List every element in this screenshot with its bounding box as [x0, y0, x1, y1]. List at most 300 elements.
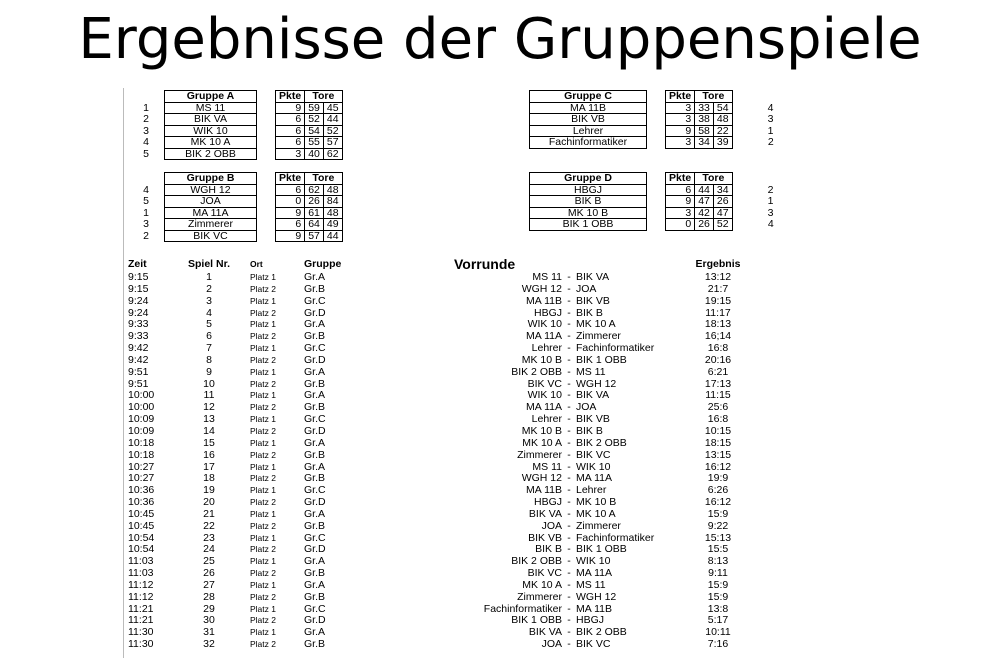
- group-header-row: [128, 173, 342, 185]
- match-group: Gr.C: [304, 413, 326, 426]
- group-d-table: [529, 172, 810, 231]
- match-time: 10:45: [128, 519, 155, 532]
- match-row: [128, 284, 748, 296]
- group-team: WIK 10: [165, 125, 257, 137]
- group-team: Lehrer: [530, 125, 647, 137]
- row-gap: [257, 230, 276, 242]
- match-time: 10:00: [128, 389, 155, 402]
- group-team: BIK VB: [530, 114, 647, 126]
- group-row: [530, 137, 810, 149]
- match-field: Platz 2: [250, 544, 276, 555]
- match-number: 16: [203, 448, 215, 461]
- away-team: Zimmerer: [576, 519, 621, 532]
- match-group: Gr.C: [304, 342, 326, 355]
- group-team: MA 11B: [530, 102, 647, 114]
- match-group: Gr.C: [304, 531, 326, 544]
- match-time: 9:42: [128, 342, 149, 355]
- group-header-row: [530, 173, 810, 185]
- goals-against: 45: [323, 102, 342, 114]
- match-time: 10:54: [128, 543, 155, 556]
- match-field: Platz 1: [250, 390, 276, 401]
- match-result: 18:15: [704, 436, 732, 449]
- group-points: 6: [276, 137, 305, 149]
- row-gap: [647, 114, 666, 126]
- home-team: Fachinformatiker: [483, 602, 562, 615]
- match-field: Platz 2: [250, 568, 276, 579]
- match-dash: -: [567, 294, 571, 307]
- match-row: [128, 615, 748, 627]
- row-gap: [257, 114, 276, 126]
- match-number: 6: [206, 330, 212, 343]
- match-number: 24: [203, 543, 215, 556]
- match-number: 18: [203, 472, 215, 485]
- group-rank: 3: [767, 113, 774, 125]
- goals-for: 58: [695, 125, 714, 137]
- match-group: Gr.A: [304, 555, 326, 568]
- match-field: Platz 2: [250, 283, 276, 294]
- home-team: MS 11: [532, 460, 562, 473]
- away-team: MK 10 A: [576, 318, 616, 331]
- match-time: 10:18: [128, 448, 155, 461]
- goals-for: 34: [695, 137, 714, 149]
- match-row: [128, 497, 748, 509]
- goals-against: 47: [713, 207, 732, 219]
- group-rank: 5: [143, 195, 149, 207]
- row-gap: [257, 148, 276, 160]
- goals-for: 33: [695, 102, 714, 114]
- match-number: 7: [206, 342, 212, 355]
- away-team: Fachinformatiker: [576, 342, 655, 355]
- away-team: MS 11: [576, 365, 606, 378]
- match-group: Gr.A: [304, 578, 326, 591]
- match-field: Platz 2: [250, 354, 276, 365]
- match-row: [128, 533, 748, 545]
- header-gap: [257, 173, 276, 185]
- row-gap: [257, 196, 276, 208]
- away-team: WIK 10: [576, 555, 611, 568]
- match-field: Platz 2: [250, 402, 276, 413]
- pkte-header: Pkte: [666, 173, 695, 185]
- group-row: [530, 102, 810, 114]
- group-header-row: [530, 91, 810, 103]
- match-row: [128, 462, 748, 474]
- group-team: MK 10 B: [530, 207, 647, 219]
- home-team: HBGJ: [533, 496, 562, 509]
- group-row: [128, 102, 342, 114]
- match-group: Gr.D: [304, 614, 326, 627]
- match-group: Gr.B: [304, 519, 326, 532]
- match-group: Gr.A: [304, 389, 326, 402]
- match-time: 10:09: [128, 424, 155, 437]
- match-field: Platz 1: [250, 414, 276, 425]
- match-group: Gr.D: [304, 353, 326, 366]
- match-row: [128, 296, 748, 308]
- match-field: Platz 2: [250, 497, 276, 508]
- home-team: BIK VC: [527, 567, 562, 580]
- group-points: 6: [276, 219, 305, 231]
- goals-for: 47: [695, 196, 714, 208]
- match-group: Gr.A: [304, 507, 326, 520]
- match-row: [128, 331, 748, 343]
- match-time: 10:18: [128, 436, 155, 449]
- match-field: Platz 1: [250, 319, 276, 330]
- match-field: Platz 2: [250, 615, 276, 626]
- group-points: 3: [666, 207, 695, 219]
- goals-against: 52: [713, 219, 732, 231]
- match-result: 16:12: [704, 460, 732, 473]
- match-field: Platz 2: [250, 520, 276, 531]
- row-gap: [257, 137, 276, 149]
- match-time: 10:09: [128, 413, 155, 426]
- tore-header: Tore: [695, 173, 732, 185]
- match-result: 10:11: [705, 626, 731, 639]
- goals-against: 48: [323, 184, 342, 196]
- match-result: 15:9: [707, 507, 729, 520]
- group-points: 3: [276, 148, 305, 160]
- match-result: 15:5: [707, 543, 729, 556]
- match-field: Platz 1: [250, 295, 276, 306]
- match-number: 13: [203, 413, 215, 426]
- goals-for: 40: [305, 148, 324, 160]
- home-team: MA 11A: [526, 330, 562, 343]
- away-team: MK 10 A: [576, 507, 616, 520]
- group-team: BIK 2 OBB: [165, 148, 257, 160]
- group-rank: 1: [767, 195, 774, 207]
- goals-for: 64: [305, 219, 324, 231]
- match-result: 9:22: [707, 519, 729, 532]
- group-name: Gruppe B: [165, 173, 257, 185]
- group-team: Fachinformatiker: [530, 137, 647, 149]
- goals-for: 61: [305, 207, 324, 219]
- away-team: BIK B: [576, 306, 603, 319]
- match-field: Platz 2: [250, 591, 276, 602]
- match-time: 9:24: [128, 306, 149, 319]
- row-gap: [257, 102, 276, 114]
- goals-against: 52: [323, 125, 342, 137]
- match-row: [128, 509, 748, 521]
- away-team: BIK VB: [576, 294, 610, 307]
- match-result: 16:12: [704, 496, 732, 509]
- match-time: 9:33: [128, 318, 149, 331]
- group-row: [128, 230, 342, 242]
- match-field: Platz 1: [250, 461, 276, 472]
- match-group: Gr.A: [304, 318, 326, 331]
- group-points: 6: [276, 125, 305, 137]
- match-time: 11:21: [128, 614, 154, 627]
- group-points: 3: [666, 102, 695, 114]
- match-number: 12: [203, 401, 215, 414]
- match-result: 7:16: [707, 638, 729, 651]
- match-number: 32: [203, 638, 215, 651]
- match-group: Gr.B: [304, 330, 326, 343]
- match-result: 17:13: [704, 377, 732, 390]
- match-field: Platz 2: [250, 378, 276, 389]
- group-rank: 5: [143, 147, 149, 160]
- pkte-header: Pkte: [276, 173, 305, 185]
- match-number: 31: [203, 626, 215, 639]
- match-result: 5:17: [707, 614, 729, 627]
- match-result: 11:15: [705, 389, 731, 402]
- goals-against: 48: [713, 114, 732, 126]
- match-dash: -: [567, 555, 571, 568]
- match-dash: -: [567, 365, 571, 378]
- match-result: 8:13: [707, 555, 729, 568]
- goals-for: 55: [305, 137, 324, 149]
- group-points: 6: [666, 184, 695, 196]
- schedule-table: [128, 256, 748, 651]
- away-team: WIK 10: [576, 460, 611, 473]
- match-dash: -: [567, 401, 571, 414]
- group-rank: 1: [767, 124, 774, 137]
- match-dash: -: [567, 353, 571, 366]
- row-gap: [647, 184, 666, 196]
- header-gap: [647, 173, 666, 185]
- match-dash: -: [567, 507, 571, 520]
- match-group: Gr.A: [304, 365, 326, 378]
- group-rank: 1: [143, 101, 149, 114]
- match-row: [128, 521, 748, 533]
- match-number: 23: [203, 531, 215, 544]
- group-row: [128, 207, 342, 219]
- row-gap: [257, 125, 276, 137]
- page-title: Ergebnisse der Gruppenspiele: [78, 7, 922, 72]
- group-points: 6: [276, 184, 305, 196]
- match-time: 11:03: [128, 555, 154, 568]
- match-number: 1: [206, 271, 212, 283]
- match-dash: -: [567, 531, 571, 544]
- group-team: BIK VC: [165, 230, 257, 242]
- goals-for: 38: [695, 114, 714, 126]
- goals-against: 57: [323, 137, 342, 149]
- match-time: 11:30: [128, 638, 154, 651]
- match-row: [128, 379, 748, 391]
- goals-against: 44: [323, 114, 342, 126]
- match-row: [128, 568, 748, 580]
- home-team: WIK 10: [527, 389, 562, 402]
- goals-against: 44: [323, 230, 342, 242]
- goals-against: 84: [323, 196, 342, 208]
- match-dash: -: [567, 626, 571, 639]
- match-field: Platz 2: [250, 449, 276, 460]
- away-team: BIK VC: [576, 638, 611, 651]
- group-c-table: [529, 90, 810, 149]
- home-team: MK 10 B: [521, 353, 562, 366]
- match-field: Platz 2: [250, 473, 276, 484]
- group-row: [530, 207, 810, 219]
- group-row: [530, 196, 810, 208]
- match-row: [128, 639, 748, 651]
- match-result: 25:6: [707, 401, 729, 414]
- away-team: Lehrer: [576, 484, 607, 497]
- match-number: 20: [203, 496, 215, 509]
- match-time: 10:36: [128, 496, 155, 509]
- away-team: Fachinformatiker: [576, 531, 655, 544]
- group-rank: 2: [767, 183, 774, 196]
- goals-against: 48: [323, 207, 342, 219]
- home-team: BIK B: [535, 543, 562, 556]
- match-dash: -: [567, 614, 571, 627]
- match-dash: -: [567, 602, 571, 615]
- home-team: Zimmerer: [517, 590, 562, 603]
- group-points: 9: [276, 102, 305, 114]
- header-gap: [647, 91, 666, 103]
- col-header-spiel: Spiel Nr.: [187, 258, 230, 270]
- match-group: Gr.A: [304, 626, 326, 639]
- match-result: 21:7: [707, 282, 729, 295]
- match-group: Gr.B: [304, 590, 326, 603]
- tore-header: Tore: [305, 173, 342, 185]
- home-team: BIK 1 OBB: [511, 614, 562, 627]
- group-row: [128, 114, 342, 126]
- home-team: BIK VC: [527, 377, 562, 390]
- away-team: BIK VB: [576, 413, 610, 426]
- match-dash: -: [567, 318, 571, 331]
- match-dash: -: [567, 424, 571, 437]
- row-gap: [257, 207, 276, 219]
- away-team: MK 10 B: [576, 496, 617, 509]
- goals-against: 54: [713, 102, 732, 114]
- group-rank: 3: [143, 124, 149, 137]
- home-team: Lehrer: [531, 413, 562, 426]
- group-team: JOA: [165, 196, 257, 208]
- match-time: 9:15: [128, 282, 149, 295]
- col-header-zeit: Zeit: [128, 258, 147, 270]
- match-row: [128, 473, 748, 485]
- home-team: WGH 12: [521, 282, 562, 295]
- match-row: [128, 438, 748, 450]
- home-team: MA 11B: [526, 294, 562, 307]
- col-header-ergebnis: Ergebnis: [695, 258, 741, 270]
- group-rank: 3: [143, 218, 149, 230]
- goals-for: 52: [305, 114, 324, 126]
- match-dash: -: [567, 460, 571, 473]
- goals-against: 26: [713, 196, 732, 208]
- home-team: BIK VA: [528, 507, 562, 520]
- match-row: [128, 485, 748, 497]
- goals-against: 49: [323, 219, 342, 231]
- home-team: MK 10 A: [522, 436, 562, 449]
- group-team: HBGJ: [530, 184, 647, 196]
- group-points: 0: [276, 196, 305, 208]
- group-points: 6: [276, 114, 305, 126]
- match-dash: -: [567, 448, 571, 461]
- match-result: 11:17: [705, 306, 731, 319]
- goals-against: 34: [713, 184, 732, 196]
- match-field: Platz 1: [250, 508, 276, 519]
- away-team: JOA: [576, 401, 597, 414]
- header-gap: [257, 91, 276, 103]
- match-field: Platz 2: [250, 425, 276, 436]
- group-team: BIK VA: [165, 114, 257, 126]
- match-time: 10:00: [128, 401, 155, 414]
- match-row: [128, 319, 748, 331]
- match-row: [128, 343, 748, 355]
- row-gap: [257, 184, 276, 196]
- match-field: Platz 1: [250, 437, 276, 448]
- match-dash: -: [567, 543, 571, 556]
- away-team: HBGJ: [576, 614, 605, 627]
- match-row: [128, 272, 748, 284]
- group-rank: 2: [143, 229, 149, 242]
- goals-against: 22: [713, 125, 732, 137]
- row-gap: [257, 219, 276, 231]
- group-points: 3: [666, 114, 695, 126]
- group-rank: 4: [767, 101, 774, 114]
- away-team: WGH 12: [576, 590, 617, 603]
- match-dash: -: [567, 377, 571, 390]
- match-group: Gr.A: [304, 436, 326, 449]
- away-team: BIK VC: [576, 448, 611, 461]
- goals-against: 62: [323, 148, 342, 160]
- match-group: Gr.B: [304, 377, 326, 390]
- match-row: [128, 308, 748, 320]
- home-team: BIK 2 OBB: [511, 365, 562, 378]
- match-group: Gr.C: [304, 602, 326, 615]
- match-result: 10:15: [704, 424, 732, 437]
- away-team: MA 11A: [576, 472, 612, 485]
- match-number: 30: [203, 614, 215, 627]
- match-time: 10:27: [128, 460, 155, 473]
- match-field: Platz 1: [250, 343, 276, 354]
- match-group: Gr.A: [304, 460, 326, 473]
- row-gap: [647, 125, 666, 137]
- home-team: BIK VB: [528, 531, 562, 544]
- match-number: 14: [203, 424, 215, 437]
- match-row: [128, 355, 748, 367]
- match-result: 15:13: [704, 531, 732, 544]
- home-team: MK 10 B: [521, 424, 562, 437]
- group-points: 9: [666, 196, 695, 208]
- tore-header: Tore: [695, 91, 732, 103]
- group-team: BIK B: [530, 196, 647, 208]
- match-row: [128, 367, 748, 379]
- match-number: 8: [206, 353, 212, 366]
- away-team: BIK B: [576, 424, 603, 437]
- match-result: 16:8: [707, 342, 729, 355]
- row-gap: [647, 207, 666, 219]
- match-field: Platz 1: [250, 579, 276, 590]
- tore-header: Tore: [305, 91, 342, 103]
- group-rank: 1: [143, 206, 149, 219]
- match-row: [128, 544, 748, 556]
- match-number: 27: [203, 578, 215, 591]
- pkte-header: Pkte: [276, 91, 305, 103]
- match-group: Gr.D: [304, 496, 326, 509]
- away-team: MS 11: [576, 578, 606, 591]
- match-result: 13:12: [704, 271, 732, 283]
- away-team: JOA: [576, 282, 597, 295]
- group-name: Gruppe D: [530, 173, 647, 185]
- home-team: MS 11: [532, 271, 562, 283]
- match-dash: -: [567, 484, 571, 497]
- group-rank: 4: [767, 218, 774, 230]
- match-field: Platz 2: [250, 639, 276, 650]
- away-team: BIK 1 OBB: [576, 543, 627, 556]
- match-time: 11:12: [128, 578, 154, 591]
- match-dash: -: [567, 590, 571, 603]
- match-row: [128, 414, 748, 426]
- home-team: Zimmerer: [517, 448, 562, 461]
- match-time: 9:33: [128, 330, 149, 343]
- match-time: 10:54: [128, 531, 155, 544]
- match-row: [128, 580, 748, 592]
- match-dash: -: [567, 436, 571, 449]
- home-team: MA 11B: [526, 484, 562, 497]
- match-result: 16;14: [704, 330, 732, 343]
- match-time: 9:51: [128, 365, 149, 378]
- match-number: 26: [203, 567, 215, 580]
- group-row: [530, 125, 810, 137]
